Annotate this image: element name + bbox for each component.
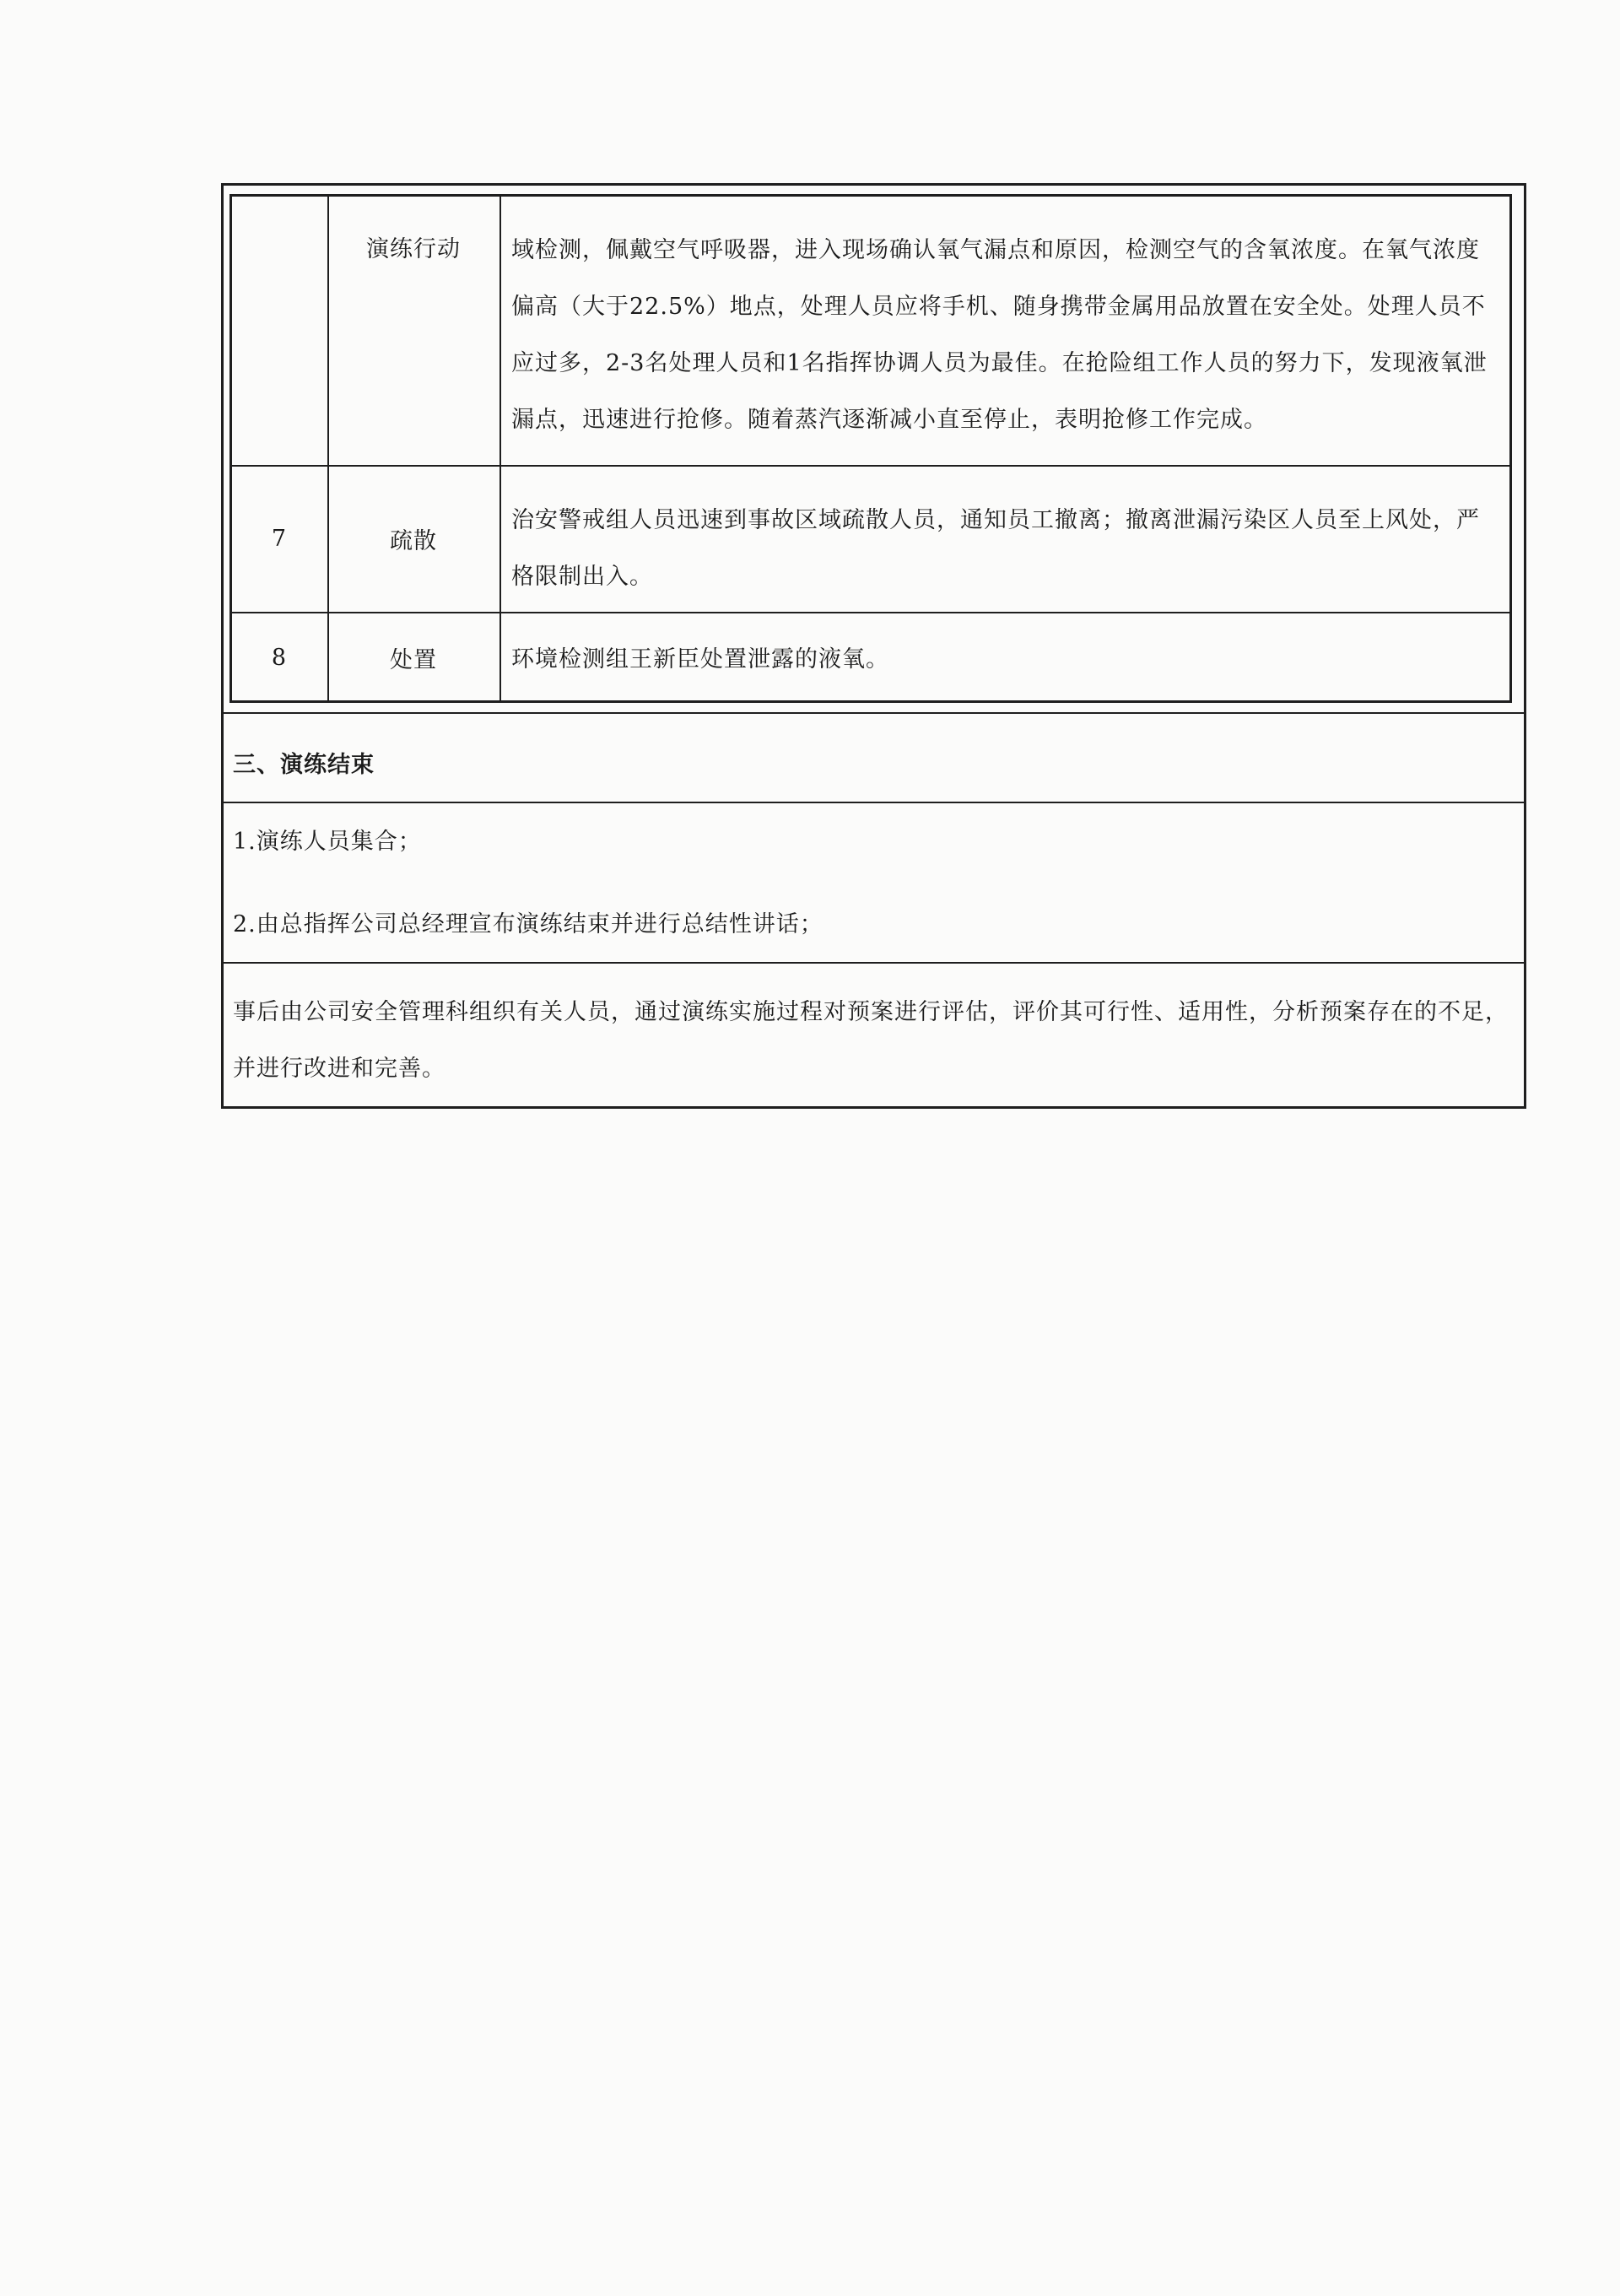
step-number: 8 <box>271 644 288 671</box>
step-name: 疏散 <box>390 527 437 554</box>
section-divider <box>221 712 1526 714</box>
section-divider <box>221 802 1526 803</box>
summary-text: 事后由公司安全管理科组织有关人员，通过演练实施过程对预案进行评估，评价其可行性、适用性，分析预案存在的不足，并进行改进和完善。 <box>233 999 1509 1082</box>
step-name: 处置 <box>390 646 437 673</box>
step-content: 治安警戒组人员迅速到事故区域疏散人员，通知员工撤离；撤离泄漏污染区人员至上风处，严格限制出入。 <box>511 507 1480 590</box>
section-heading: 三、演练结束 <box>233 752 375 778</box>
section-divider <box>221 962 1526 964</box>
column-divider <box>500 194 501 703</box>
step-number: 7 <box>271 525 288 552</box>
list-item: 1.演练人员集合； <box>233 829 422 855</box>
list-item: 2.由总指挥公司总经理宣布演练结束并进行总结性讲话； <box>233 911 824 937</box>
step-number <box>232 196 327 246</box>
step-content: 环境检测组王新臣处置泄露的液氧。 <box>511 646 889 673</box>
step-name: 演练行动 <box>366 235 461 262</box>
step-content: 域检测，佩戴空气呼吸器，进入现场确认氧气漏点和原因，检测空气的含氧浓度。在氧气浓度偏高（大于22.5%）地点，处理人员应将手机、随身携带金属用品放置在安全处。处理人员不应过多，2-3名处理人员和1名指挥协调人员为最佳。在抢险组工作人员的努力下，发现液氧泄漏点，迅速进行抢修。随着蒸汽逐渐减小直至停止，表明抢修工作完成。 <box>511 237 1488 433</box>
